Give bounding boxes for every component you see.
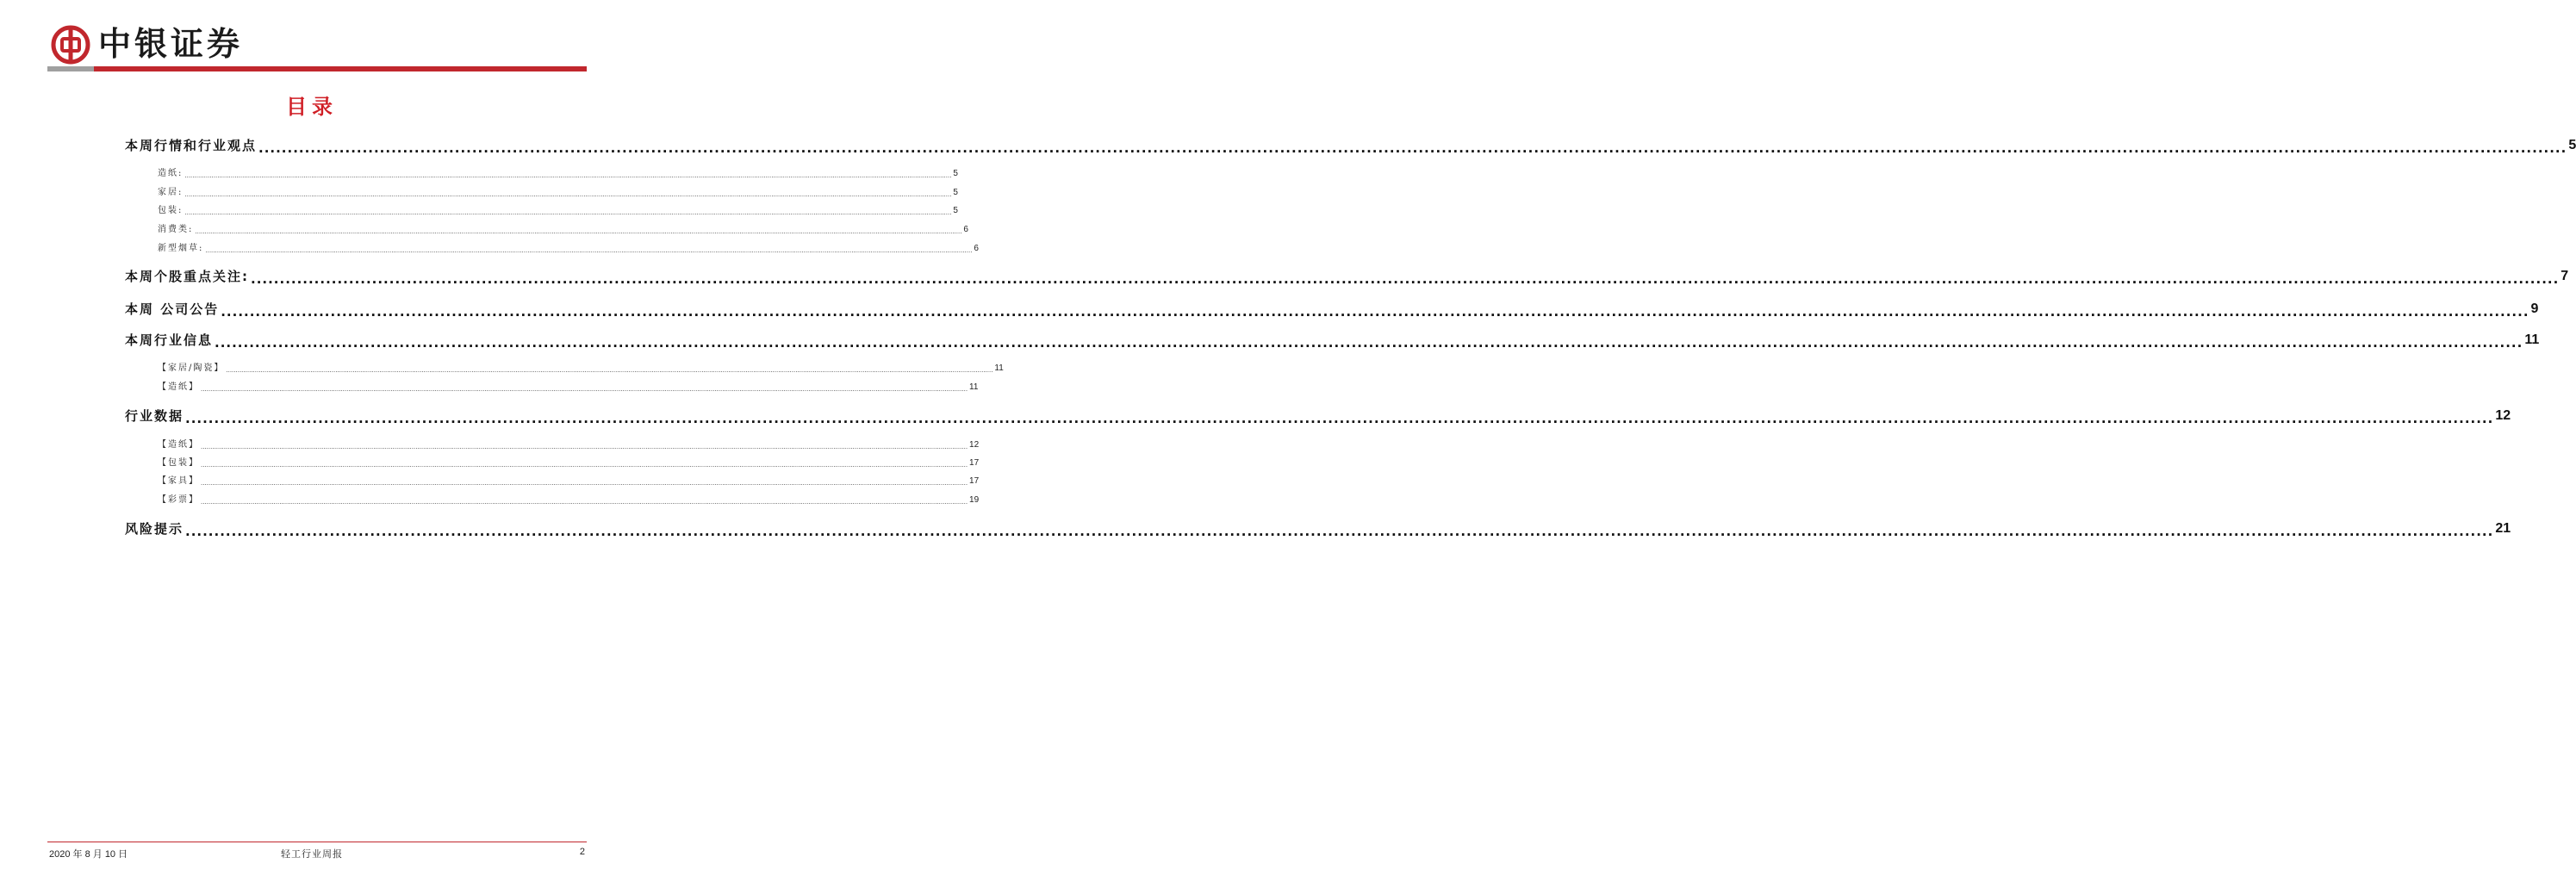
toc-entry[interactable] [158,494,980,507]
toc-entry[interactable] [125,267,2569,287]
toc-leader-dots: ................................................................................................................................................................................................................................................................................................................................................................................................................ [184,191,952,198]
toc-leader-dots: ................................................................................................................................................................................................................................................................................................................................................................................................................ [185,524,2494,539]
toc-entry[interactable] [125,519,2511,539]
toc-entry[interactable] [158,204,958,218]
toc-entry-label: 本周行业信息 [125,332,214,348]
toc-entry-page: 12 [969,440,980,450]
toc-entry[interactable] [125,300,2539,320]
toc-entry[interactable] [158,475,980,488]
toc-entry-page: 5 [953,206,958,215]
toc-entry[interactable] [158,362,1004,376]
toc-leader-dots: ................................................................................................................................................................................................................................................................................................................................................................................................................ [221,304,2529,320]
page-header [0,0,624,78]
toc-entry-label: 包装: [158,206,184,215]
toc-leader-dots: ................................................................................................................................................................................................................................................................................................................................................................................................................ [201,386,968,393]
toc-title: 目录 [286,94,338,119]
footer-page-number: 2 [579,847,585,857]
toc-entry-page: 19 [969,495,980,505]
toc-entry-label: 新型烟草: [158,244,204,253]
toc-entry-label: 消费类: [158,225,194,234]
toc-entry-page: 9 [2530,301,2539,316]
toc-entry[interactable] [125,136,2576,156]
toc-entry-page: 6 [974,244,979,253]
toc-entry-page: 7 [2560,269,2569,283]
toc-leader-dots: ................................................................................................................................................................................................................................................................................................................................................................................................................ [184,209,952,216]
header-rule-grey [47,66,94,71]
toc-entry-page: 11 [2524,332,2540,347]
toc-entry-label: 造纸: [158,169,184,178]
toc-entry[interactable] [158,167,958,181]
footer-report-title: 轻工行业周报 [281,848,343,860]
toc-entry-page: 17 [969,458,980,468]
toc-leader-dots: ................................................................................................................................................................................................................................................................................................................................................................................................................ [226,367,993,374]
toc-entry-label: 家居: [158,188,184,197]
toc-leader-dots: ................................................................................................................................................................................................................................................................................................................................................................................................................ [201,480,968,487]
footer-date: 2020 年 8 月 10 日 [49,849,128,860]
toc-entry[interactable] [125,331,2540,351]
toc-leader-dots: ................................................................................................................................................................................................................................................................................................................................................................................................................ [251,271,2560,287]
toc-leader-dots: ................................................................................................................................................................................................................................................................................................................................................................................................................ [201,444,968,450]
toc-leader-dots: ................................................................................................................................................................................................................................................................................................................................................................................................................ [201,462,968,469]
toc-entry-label: 本周个股重点关注: [125,269,249,284]
header-rule-red [94,66,587,71]
toc-leader-dots: ................................................................................................................................................................................................................................................................................................................................................................................................................ [185,411,2494,426]
toc-entry-label: 【家居/陶瓷】 [158,363,225,373]
toc-entry-label: 【家具】 [158,476,199,486]
toc-entry-label: 本周行情和行业观点 [125,138,258,153]
toc-entry-label: 【造纸】 [158,382,199,392]
toc-entry[interactable] [158,242,979,256]
toc-entry-page: 12 [2495,408,2511,423]
toc-entry-label: 【造纸】 [158,440,199,450]
toc-entry-label: 【彩票】 [158,495,199,505]
toc-leader-dots: ................................................................................................................................................................................................................................................................................................................................................................................................................ [205,247,973,254]
toc-entry-label: 行业数据 [125,408,184,424]
toc-leader-dots: ................................................................................................................................................................................................................................................................................................................................................................................................................ [184,172,952,179]
toc-entry[interactable] [125,407,2511,426]
toc-entry[interactable] [158,186,958,200]
toc-entry-page: 5 [953,169,958,178]
toc-entry-label: 风险提示 [125,521,184,537]
toc-entry[interactable] [158,381,979,394]
toc-leader-dots: ................................................................................................................................................................................................................................................................................................................................................................................................................ [195,228,962,235]
toc-leader-dots: ................................................................................................................................................................................................................................................................................................................................................................................................................ [215,335,2523,351]
toc-entry[interactable] [158,223,968,237]
toc-entry-page: 6 [963,225,968,234]
toc-entry[interactable] [158,438,980,452]
toc-entry-label: 【包装】 [158,458,199,468]
brand-name: 中银证券 [98,24,244,63]
toc-entry-page: 5 [953,188,958,197]
toc-entry-label: 本周 公司公告 [125,301,220,317]
toc-entry[interactable] [158,457,980,470]
toc-entry-page: 17 [969,476,980,486]
toc-leader-dots: ................................................................................................................................................................................................................................................................................................................................................................................................................ [258,140,2567,156]
bank-of-china-logo-icon [51,25,90,65]
toc-entry-page: 5 [2568,138,2576,152]
toc-entry-page: 11 [994,363,1004,373]
toc-entry-page: 21 [2495,521,2511,536]
toc-leader-dots: ................................................................................................................................................................................................................................................................................................................................................................................................................ [201,499,968,506]
toc-entry-page: 11 [969,382,979,392]
